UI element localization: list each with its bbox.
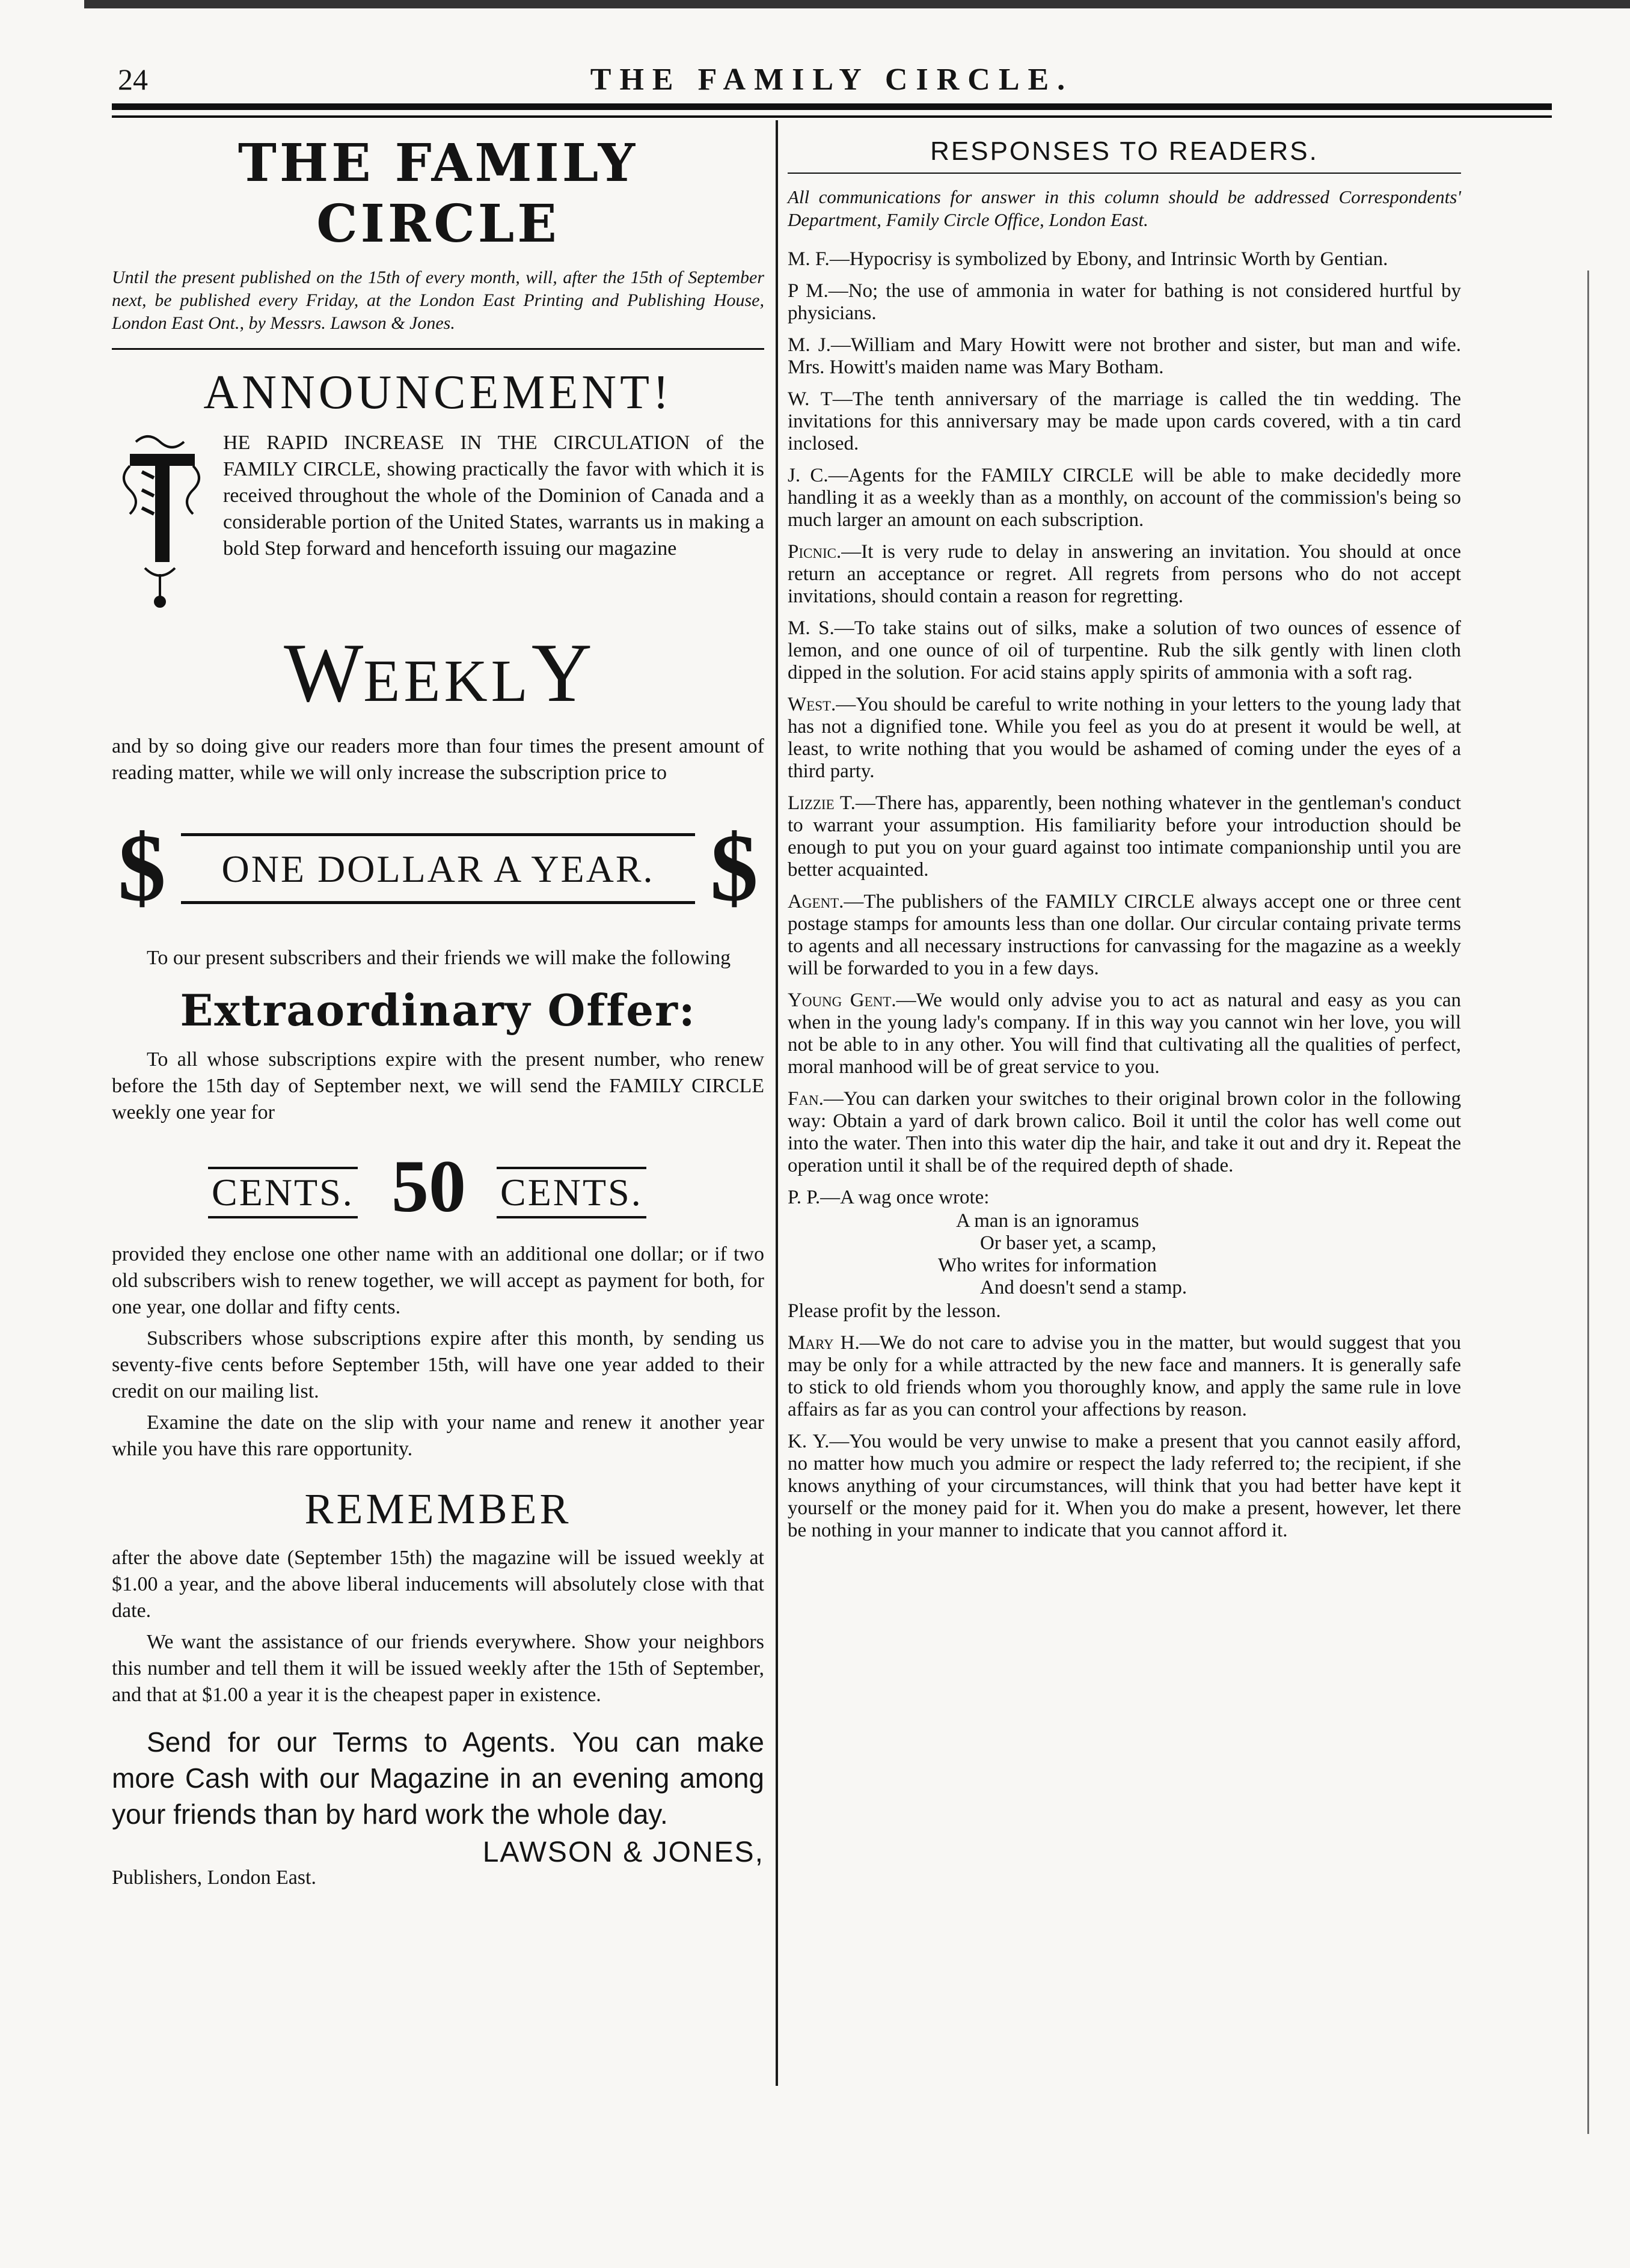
entry-text: —It is very rude to delay in answering an invitation. You should at once return an acceptance or regret. All regrets from persons who do not accept invitations, should contain a reason for regretting.: [788, 541, 1461, 607]
divider-rule: [112, 348, 764, 350]
left-column: [112, 123, 764, 1889]
entry-lead: Agent.: [788, 891, 844, 912]
column-divider: [776, 120, 778, 2086]
entry-text: —No; the use of ammonia in water for bathing is not considered hurtful by physicians.: [788, 280, 1461, 324]
response-entry: [788, 1332, 1461, 1421]
entry-text: —A wag once wrote:: [820, 1187, 990, 1208]
response-entry: [788, 1431, 1461, 1542]
entry-text: —To take stains out of silks, make a solution of two ounces of essence of lemon, and one ounce of oil of turpentine. Rub the silk gently with linen cloth dipped in the solution. For acid stains apply spirits of ammonia with a soft rag.: [788, 617, 1461, 683]
verse-line: And doesn't send a stamp.: [980, 1277, 1187, 1298]
ornamental-dropcap: [112, 430, 211, 610]
announcement-title: ANNOUNCEMENT!: [203, 366, 673, 419]
publishers-line: Publishers, London East.: [112, 1866, 316, 1889]
entry-text: —You would be very unwise to make a present that you cannot easily afford, no matter how much you admire or respect the lady referred to; the recipient, if she knows anything of your circumstances, will think that you had better have kept it yourself or the money paid for it. When you do make a present, however, let there be nothing in your manner to indicate that you cannot afford it.: [788, 1431, 1462, 1541]
cents-label-left: CENTS.: [208, 1167, 358, 1218]
price-banner: [112, 816, 764, 925]
responses-note: All communications for answer in this column should be addressed Correspondents' Department, Family Circle Office, London East.: [788, 186, 1461, 230]
entry-lead: M. J.: [788, 334, 831, 356]
remember-title: REMEMBER: [304, 1485, 572, 1533]
entry-text: —You should be careful to write nothing in your letters to the young lady that has not a dignified tone. While you feel as you do at present it would be well, at least, to write nothing that you would be ashamed of coming under the eyes of a third party.: [788, 694, 1461, 782]
dollar-sign-left: $: [118, 814, 166, 921]
remember-text: after the above date (September 15th) the magazine will be issued weekly at $1.00 a year, and the above liberal inducements will absolutely close with that date.: [112, 1547, 764, 1622]
masthead: THE FAMILY CIRCLE: [237, 133, 639, 254]
response-entry: [788, 334, 1461, 379]
response-entry-pp: [788, 1187, 1461, 1322]
page-number: 24: [118, 63, 148, 96]
entry-lead: P M.: [788, 280, 829, 302]
verse-line: Or baser yet, a scamp,: [980, 1232, 1157, 1254]
weekly-initial: W: [284, 626, 364, 720]
entry-text: —Agents for the FAMILY CIRCLE will be able to make decidedly more handling it as a weekly than as a monthly, on account of the commission's being so much larger an amount on each subscription.: [788, 465, 1462, 531]
entry-lead: W. T: [788, 388, 833, 410]
price-line: ONE DOLLAR A YEAR.: [221, 848, 655, 890]
entry-lead: M. S.: [788, 617, 835, 639]
responses-title: RESPONSES TO READERS.: [930, 136, 1319, 166]
entry-lead: M. F.: [788, 248, 830, 270]
announcement-block: [112, 430, 764, 610]
cents-banner: [112, 1145, 764, 1233]
price-frame: [181, 833, 695, 904]
entry-lead: Lizzie T.: [788, 792, 856, 814]
dollar-sign-right: $: [710, 814, 758, 921]
entry-lead: Young Gent.: [788, 989, 896, 1011]
cents-label-right: CENTS.: [497, 1167, 646, 1218]
announcement-text: HE RAPID INCREASE IN THE CIRCULATION of the FAMILY CIRCLE, showing practically the favor with which it is received throughout the whole of the Dominion of Canada and a considerable portion of the United States, warrants us in making a bold Step forward and henceforth issuing our magazine: [223, 432, 764, 560]
response-entry: [788, 694, 1461, 783]
signature: LAWSON & JONES,: [482, 1836, 764, 1868]
after-weekly-text: and by so doing give our readers more than four times the present amount of reading matter, while we will only increase the subscription price to: [112, 735, 764, 784]
entry-text: —There has, apparently, been nothing whatever in the gentleman's conduct to warrant your assumption. His familiarity before your introduction should be enough to put you on your guard against too intimate companionship until you are better acquainted.: [788, 792, 1461, 881]
entry-lead: Picnic.: [788, 541, 842, 563]
entry-lead: Mary H.: [788, 1332, 860, 1354]
entry-text: —You can darken your switches to their original brown color in the following way: Obtain a yard of dark brown calico. Boil it until the color has well come out into the water. Then into this water dip the hair, and take it out and dry it. Repeat the operation until it shall be of the required depth of shade.: [788, 1088, 1461, 1176]
dropcap-ornament-icon: [112, 430, 211, 610]
entry-text: —Hypocrisy is symbolized by Ebony, and Intrinsic Worth by Gentian.: [829, 248, 1388, 270]
cents-amount: 50: [391, 1145, 466, 1227]
assistance-text: We want the assistance of our friends everywhere. Show your neighbors this number and tell them it will be issued weekly after the 15th of September, and that at $1.00 a year it is the cheapest paper in existence.: [112, 1631, 764, 1706]
response-entry: [788, 1088, 1461, 1177]
weekly-headline: [112, 628, 764, 726]
entry-lead: P. P.: [788, 1187, 821, 1208]
running-title: THE FAMILY CIRCLE.: [590, 63, 1074, 97]
response-entry: [788, 388, 1461, 455]
verse-line: Who writes for information: [938, 1255, 1157, 1276]
entry-lead: Fan.: [788, 1088, 824, 1110]
right-column: [788, 123, 1461, 1551]
entry-lead: West.: [788, 694, 836, 715]
running-head: [112, 51, 1552, 111]
responses-rule: [788, 173, 1461, 174]
response-entries-after: [788, 1332, 1461, 1542]
response-entries: [788, 248, 1461, 1177]
entry-text: —William and Mary Howitt were not brother and sister, but man and wife. Mrs. Howitt's maiden name was Mary Botham.: [788, 334, 1462, 378]
offer-title: Extraordinary Offer:: [180, 985, 696, 1036]
response-entry: [788, 465, 1461, 531]
entry-text: —The tenth anniversary of the marriage is called the tin wedding. The invitations for this anniversary may be made upon cards covered, with a tin card inclosed.: [788, 388, 1462, 454]
verse-line: A man is an ignoramus: [956, 1210, 1139, 1232]
response-entry: [788, 248, 1461, 271]
entry-text: —We do not care to advise you in the matter, but would suggest that you may be only for a while attracted by the new face and manners. It is generally safe to stick to old friends whom you thoroughly know, and apply the same rule in love affairs as far as you can control your affections by reason.: [788, 1332, 1461, 1420]
header-rule-thin: [112, 115, 1552, 118]
entry-text: —We would only advise you to act as natural and easy as you can when in the young lady's company. If in this way you cannot win her love, you will not be able to in any other. You will find that cultivating all the qualities of perfect, moral manhood will be of great service to you.: [788, 989, 1462, 1078]
send-for-terms: Send for our Terms to Agents. You can make more Cash with our Magazine in an evening among your friends than by hard work the whole day.: [112, 1726, 764, 1830]
response-entry: [788, 989, 1461, 1078]
scan-edge: [84, 0, 1630, 8]
entry-lead: K. Y.: [788, 1431, 830, 1452]
provided-text: provided they enclose one other name with an additional one dollar; or if two old subscribers wish to renew together, we will accept as payment for both, for one year, one dollar and fifty cents.: [112, 1243, 764, 1318]
header-rule-thick: [112, 103, 1552, 110]
entry-lead: J. C.: [788, 465, 829, 486]
weekly-middle: EEKL: [363, 647, 532, 714]
response-entry: [788, 541, 1461, 608]
masthead-note: Until the present published on the 15th of every month, will, after the 15th of September next, be published every Friday, at the London East Printing and Publishing House, London East Ont., by Messrs. Lawson & Jones.: [112, 267, 764, 333]
offer-text: To all whose subscriptions expire with the present number, who renew before the 15th day of September next, we will send the FAMILY CIRCLE weekly one year for: [112, 1048, 764, 1123]
response-entry: [788, 280, 1461, 325]
right-margin-line: [1587, 271, 1589, 2134]
response-entry: [788, 792, 1461, 881]
verse-outro: Please profit by the lesson.: [788, 1300, 1001, 1322]
examine-text: Examine the date on the slip with your name and renew it another year while you have this rare opportunity.: [112, 1411, 764, 1460]
subscribers-text: Subscribers whose subscriptions expire after this month, by sending us seventy-five cents before September 15th, will have one year added to their credit on our mailing list.: [112, 1327, 764, 1402]
response-entry: [788, 617, 1461, 684]
verse: [788, 1210, 1461, 1299]
response-entry: [788, 891, 1461, 980]
entry-text: —The publishers of the FAMILY CIRCLE always accept one or three cent postage stamps for amounts less than one dollar. Our circular containg private terms to agents and all necessary instructions for canvassing for the magazine as a weekly will be forwarded to you in a few days.: [788, 891, 1461, 979]
weekly-final: Y: [531, 626, 592, 720]
offer-intro: To our present subscribers and their friends we will make the following: [147, 947, 731, 969]
